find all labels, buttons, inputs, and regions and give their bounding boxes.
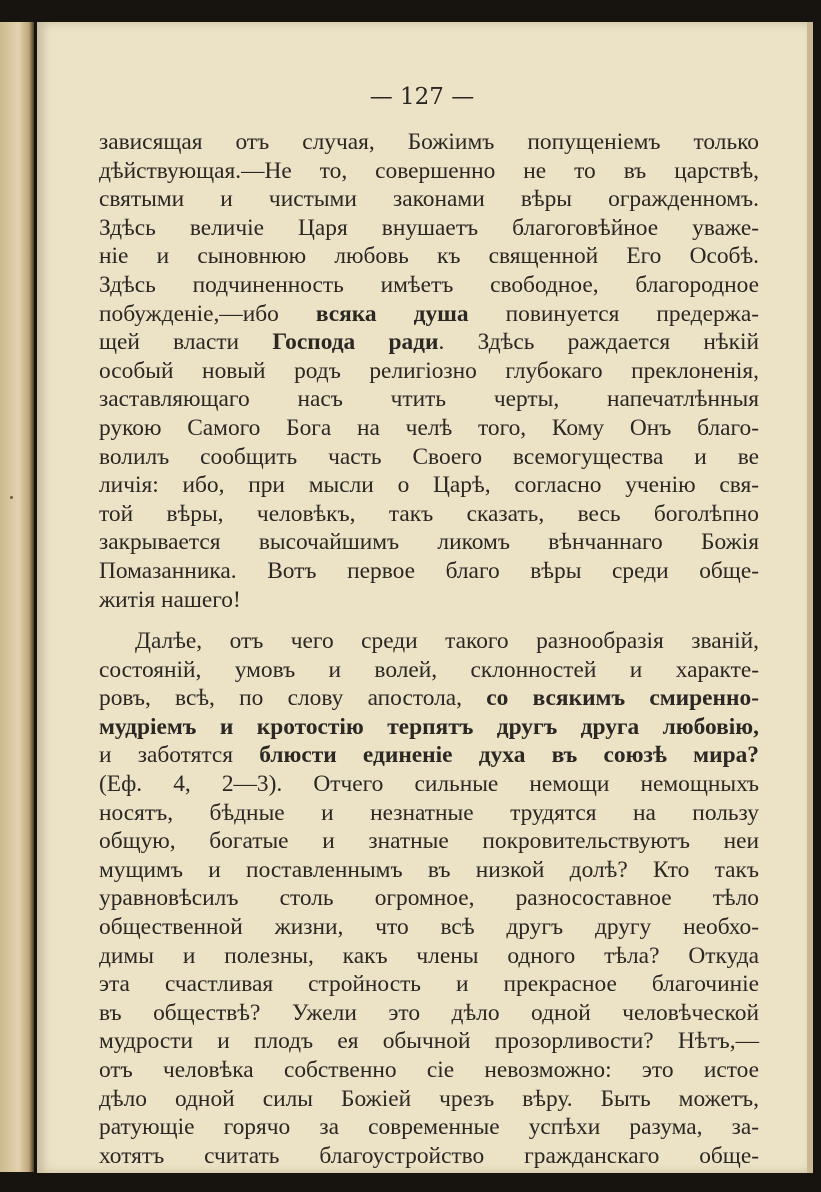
text-segment: Здѣсь величіе Царя внушаетъ благоговѣйное уваже- bbox=[99, 214, 759, 241]
text-segment: . Здѣсь раждается нѣкій bbox=[438, 329, 759, 356]
text-line bbox=[99, 157, 759, 186]
text-line bbox=[99, 1142, 759, 1171]
text-segment: дѣйствующая.—Не то, совершенно не то въ царствѣ, bbox=[99, 157, 759, 184]
text-segment: хотятъ считать благоустройство гражданскаго обще- bbox=[99, 1142, 759, 1169]
page-number: — 127 — bbox=[369, 84, 475, 110]
text-segment: дѣло одной силы Божіей чрезъ вѣру. Быть можетъ, bbox=[99, 1085, 759, 1112]
text-segment: общественной жизни, что всѣ другъ другу необхо- bbox=[99, 914, 759, 941]
text-segment: Здѣсь подчиненность имѣетъ свободное, благородное bbox=[99, 271, 759, 298]
page-right-edge bbox=[807, 22, 813, 1173]
text-segment: зависящая отъ случая, Божіимъ попущеніемъ только bbox=[99, 129, 759, 155]
text-line bbox=[99, 856, 759, 885]
text-segment: ніе и сыновнюю любовь къ священной Его Особѣ. bbox=[99, 243, 759, 270]
text-segment: Далѣе, отъ чего среди такого разнообразія званій, bbox=[135, 628, 759, 655]
text-line bbox=[99, 586, 759, 615]
text-segment: димы и полезны, какъ члены одного тѣла? Откуда bbox=[99, 942, 759, 969]
text-segment: мущимъ и поставленнымъ въ низкой долѣ? Кто такъ bbox=[99, 856, 759, 883]
text-line bbox=[99, 500, 759, 529]
text-segment: уравновѣсилъ столь огромное, разносоставное тѣло bbox=[99, 885, 759, 912]
text-line bbox=[99, 128, 759, 157]
text-segment: отъ человѣка собственно сіе невозможно: это истое bbox=[99, 1057, 759, 1083]
emphasized-text: блюсти единеніе духа въ союзѣ мира? bbox=[259, 742, 759, 769]
text-segment: ровъ, всѣ, по слову апостола, bbox=[99, 685, 487, 712]
text-segment: (Еф. 4, 2—3). Отчего сильные немощи немощныхъ bbox=[99, 771, 759, 798]
text-line bbox=[99, 827, 759, 856]
text-line bbox=[99, 999, 759, 1028]
emphasized-text: Господа ради bbox=[272, 329, 439, 356]
text-segment: той вѣры, человѣкъ, такъ сказать, весь боголѣпно bbox=[99, 500, 759, 527]
text-segment: и заботятся bbox=[99, 742, 260, 769]
text-line bbox=[99, 1085, 759, 1114]
text-segment: щей власти bbox=[99, 329, 273, 356]
text-line bbox=[99, 214, 759, 243]
text-segment: особый новый родъ религіозно глубокаго преклоненія, bbox=[99, 357, 759, 384]
text-segment: повинуется предержа- bbox=[468, 300, 759, 327]
text-line bbox=[99, 1113, 759, 1142]
text-line bbox=[99, 271, 759, 300]
text-line bbox=[99, 471, 759, 500]
text-segment: святыми и чистыми законами вѣры огражденномъ. bbox=[99, 186, 759, 213]
text-segment: личія: ибо, при мысли о Царѣ, согласно ученію свя- bbox=[99, 472, 759, 499]
text-segment: побужденіе,—ибо bbox=[99, 300, 316, 327]
text-line bbox=[99, 884, 759, 913]
text-segment: закрывается высочайшимъ ликомъ вѣнчаннаго Божія bbox=[99, 529, 759, 556]
book-page bbox=[37, 22, 807, 1173]
paragraph-gap bbox=[99, 614, 759, 627]
emphasized-text: со всякимъ смиренно- bbox=[486, 685, 759, 712]
text-line bbox=[99, 741, 759, 770]
text-line bbox=[99, 242, 759, 271]
text-line bbox=[99, 443, 759, 472]
text-segment: Помазанника. Вотъ первое благо вѣры среди обще- bbox=[99, 557, 759, 584]
text-line bbox=[99, 385, 759, 414]
text-line bbox=[99, 913, 759, 942]
text-line bbox=[99, 1027, 759, 1056]
text-segment: житія нашего! bbox=[99, 586, 241, 613]
previous-page-edge bbox=[0, 22, 34, 1172]
text-line bbox=[99, 942, 759, 971]
text-line bbox=[99, 1056, 759, 1085]
text-segment: ратующіе горячо за современные успѣхи разума, за- bbox=[99, 1114, 759, 1141]
text-line bbox=[99, 684, 759, 713]
page-text bbox=[99, 128, 759, 1170]
text-segment: волилъ сообщить часть Своего всемогущества и ве bbox=[99, 443, 759, 470]
text-line bbox=[99, 799, 759, 828]
text-line bbox=[99, 528, 759, 557]
emphasized-text: всяка душа bbox=[315, 300, 469, 327]
text-line bbox=[99, 713, 759, 742]
text-line bbox=[99, 300, 759, 329]
text-segment: эта счастливая стройность и прекрасное благочиніе bbox=[99, 971, 759, 998]
text-segment: общую, богатые и знатные покровительствуютъ неи bbox=[99, 828, 759, 855]
text-line bbox=[99, 185, 759, 214]
text-segment: состояній, умовъ и волей, склонностей и характе- bbox=[99, 656, 759, 683]
text-line bbox=[99, 770, 759, 799]
text-segment: рукою Самого Бога на челѣ того, Кому Онъ благо- bbox=[99, 414, 759, 441]
text-line bbox=[99, 557, 759, 586]
margin-speck bbox=[10, 496, 13, 499]
text-line bbox=[99, 627, 759, 656]
text-line bbox=[99, 414, 759, 443]
text-segment: въ обществѣ? Ужели это дѣло одной человѣческой bbox=[99, 999, 759, 1026]
text-line bbox=[99, 970, 759, 999]
emphasized-text: мудріемъ и кротостію терпятъ другъ друга любовію, bbox=[99, 713, 759, 740]
text-line bbox=[99, 656, 759, 685]
text-segment: заставляющаго насъ чтить черты, напечатлѣнныя bbox=[99, 386, 759, 413]
text-line bbox=[99, 328, 759, 357]
text-line bbox=[99, 357, 759, 386]
text-segment: носятъ, бѣдные и незнатные трудятся на пользу bbox=[99, 799, 759, 826]
text-segment: мудрости и плодъ ея обычной прозорливости? Нѣтъ,— bbox=[99, 1028, 759, 1055]
